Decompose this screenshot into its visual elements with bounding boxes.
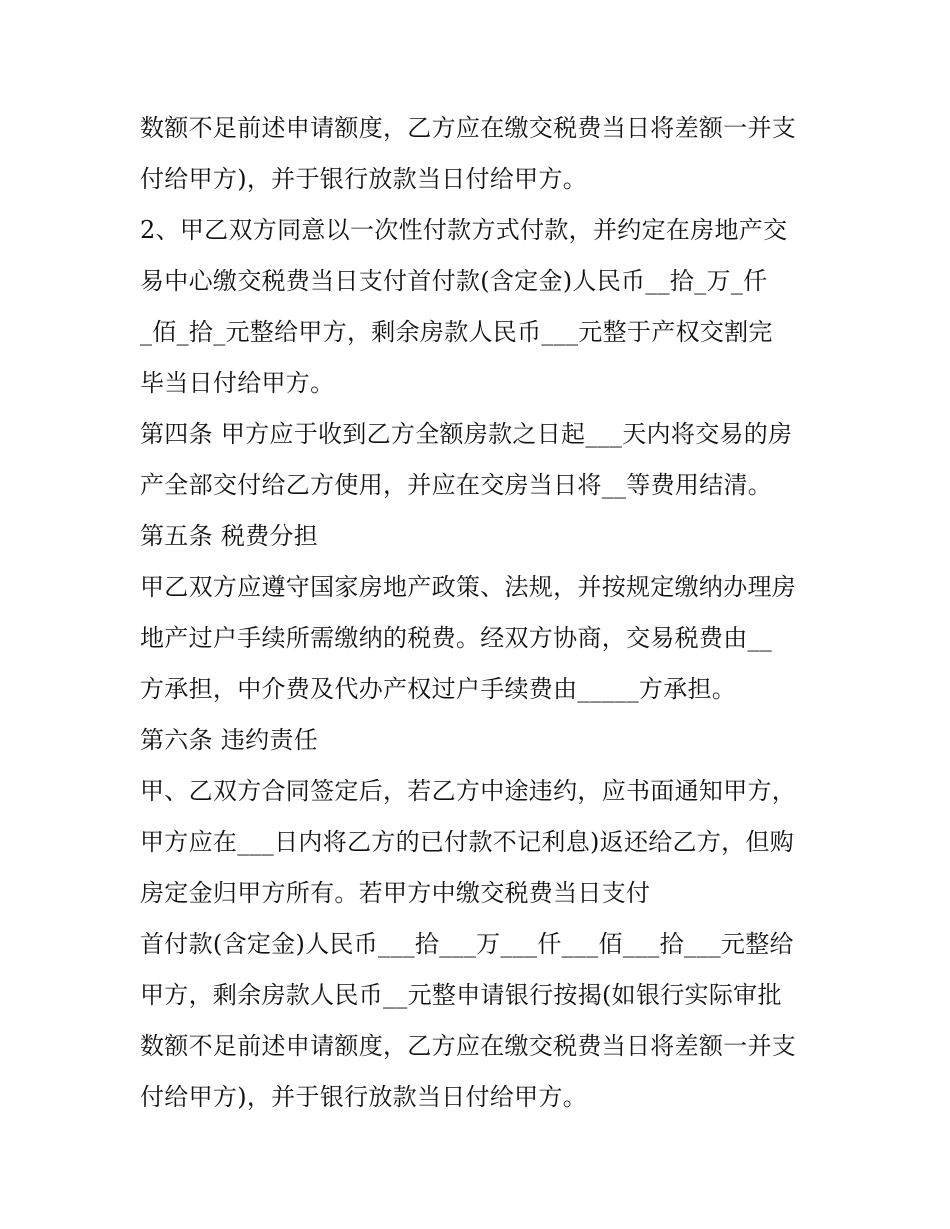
text-line: 方承担，中介费及代办产权过户手续费由_____方承担。 [140,675,737,703]
text-line: 付给甲方)，并于银行放款当日付给甲方。 [140,165,588,193]
text-line: _佰_拾_元整给甲方，剩余房款人民币___元整于产权交割完 [140,318,773,346]
document-body [140,103,820,1123]
text-line: 房定金归甲方所有。若甲方中缴交税费当日支付 [140,879,651,907]
text-line: 首付款(含定金)人民币___拾___万___仟___佰___拾___元整给 [140,930,794,958]
text-line: 数额不足前述申请额度，乙方应在缴交税费当日将差额一并支 [140,1032,797,1060]
text-line: 甲方应在___日内将乙方的已付款不记利息)返还给乙方，但购 [140,828,795,856]
article-4-line: 第四条 甲方应于收到乙方全额房款之日起___天内将交易的房 [140,420,793,448]
text-line: 易中心缴交税费当日支付首付款(含定金)人民币__拾_万_仟 [140,267,768,295]
text-line: 甲、乙双方合同签定后，若乙方中途违约，应书面通知甲方， [140,777,797,805]
text-line: 毕当日付给甲方。 [140,369,335,397]
text-line: 付给甲方)，并于银行放款当日付给甲方。 [140,1083,588,1111]
text-line: 甲乙双方应遵守国家房地产政策、法规，并按规定缴纳办理房 [140,573,797,601]
text-line: 2、甲乙双方同意以一次性付款方式付款，并约定在房地产交 [140,216,788,244]
text-line: 数额不足前述申请额度，乙方应在缴交税费当日将差额一并支 [140,114,797,142]
article-5-heading: 第五条 税费分担 [140,522,319,550]
article-6-heading: 第六条 违约责任 [140,726,319,754]
text-line: 产全部交付给乙方使用，并应在交房当日将__等费用结清。 [140,471,773,499]
text-line: 地产过户手续所需缴纳的税费。经双方协商，交易税费由__ [140,624,773,652]
text-line: 甲方，剩余房款人民币__元整申请银行按揭(如银行实际审批 [140,981,782,1009]
